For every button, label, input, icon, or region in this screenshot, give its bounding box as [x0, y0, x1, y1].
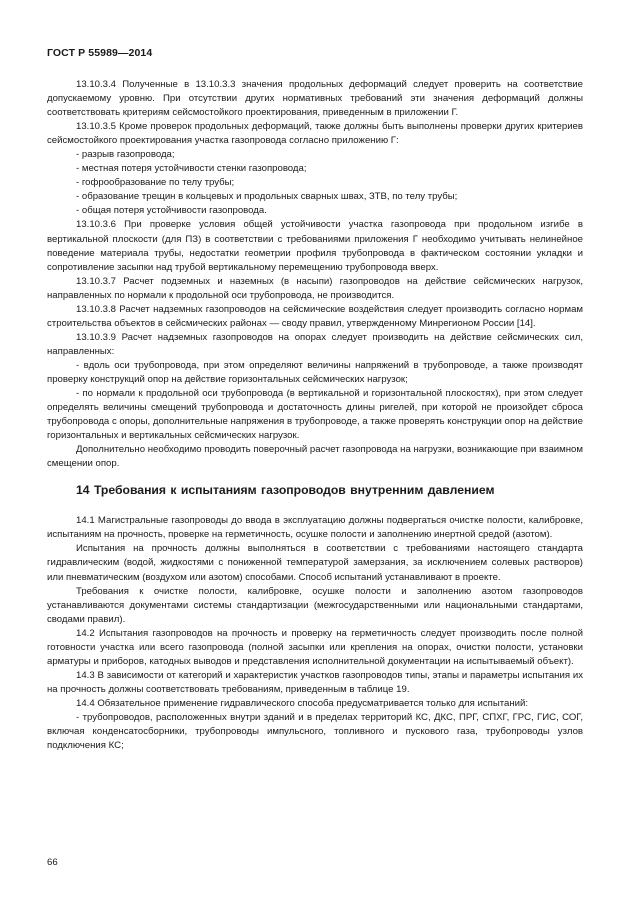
- paragraph: 14.3 В зависимости от категорий и характеристик участков газопроводов типы, этапы и параметры испытания их на прочность должны соответствовать требованиям, приведенным в таблице 19.: [47, 669, 583, 695]
- list-item: - общая потеря устойчивости газопровода.: [76, 205, 267, 217]
- document-code-header: ГОСТ Р 55989—2014: [47, 47, 153, 59]
- list-item: - по нормали к продольной оси трубопровода (в вертикальной и горизонтальной плоскостях), при этом следует определять величины смещений трубопровода и достаточность длины ригелей, при которой не произойдет сброса трубопровода с опоры, дополнительные напряжения в трубопроводе, а также проверять конструкции опор на действие горизонтальных и вертикальных сейсмических нагрузок.: [47, 388, 583, 442]
- paragraph: 13.10.3.9 Расчет надземных газопроводов на опорах следует производить на действие сейсмических сил, направленных:: [47, 331, 583, 357]
- list-item: - вдоль оси трубопровода, при этом определяют величины напряжений в трубопроводе, а также производят проверку конструкций опор на действие горизонтальных сейсмических нагрузок;: [47, 359, 583, 385]
- paragraph: 13.10.3.7 Расчет подземных и наземных (в насыпи) газопроводов на действие сейсмических нагрузок, направленных по нормали к продольной оси трубопровода, не производится.: [47, 275, 583, 301]
- paragraph: Требования к очистке полости, калибровке, осушке полости и заполнению азотом газопроводов устанавливаются документами системы стандартизации (межгосударственными или национальными стандартами, сводами правил).: [47, 585, 583, 625]
- paragraph: 13.10.3.5 Кроме проверок продольных деформаций, также должны быть выполнены проверки других критериев сейсмостойкого проектирования участка газопровода согласно приложению Г:: [47, 121, 583, 147]
- paragraph: Дополнительно необходимо проводить поверочный расчет газопровода на нагрузки, возникающие при взаимном смещении опор.: [47, 444, 583, 470]
- list-item: - образование трещин в кольцевых и продольных сварных швах, ЗТВ, по телу трубы;: [76, 191, 458, 203]
- paragraph: 13.10.3.4 Полученные в 13.10.3.3 значения продольных деформаций следует проверить на соответствие допускаемому уровню. При отсутствии других нормативных требований эти значения деформаций должны соответствовать критериям сейсмостойкого проектирования, приведенным в приложении Г.: [47, 79, 583, 119]
- list-item: - трубопроводов, расположенных внутри зданий и в пределах территорий КС, ДКС, ПРГ, СПХГ, ГРС, ГИС, СОГ, включая конденсатосборники, трубопроводы импульсного, топливного и пускового газа, трубопроводы узлов подключения КС;: [47, 711, 583, 752]
- paragraph: 14.4 Обязательное применение гидравлического способа предусматривается только для испытаний:: [76, 697, 529, 709]
- page-number: 66: [47, 857, 58, 868]
- paragraph: 13.10.3.6 При проверке условия общей устойчивости участка газопровода при продольном изгибе в вертикальной плоскости (для ПЗ) в соответствии с требованиями приложения Г необходимо учитывать нелинейное поведение материала трубы, недостатки геометрии профиля трубопровода в фактическом состоянии укладки и сопротивление засыпки над трубой вертикальному перемещению трубопровода вверх.: [47, 219, 583, 273]
- list-item: - гофрообразование по телу трубы;: [76, 177, 235, 189]
- document-body: [47, 78, 583, 753]
- paragraph: 13.10.3.8 Расчет надземных газопроводов на сейсмические воздействия следует производить согласно нормам строительства объектов в сейсмических районах — своду правил, утвержденному Минрегионом России [14].: [47, 303, 583, 329]
- list-item: - местная потеря устойчивости стенки газопровода;: [76, 163, 307, 175]
- section-heading: 14 Требования к испытаниям газопроводов внутренним давлением: [76, 483, 495, 498]
- paragraph: 14.1 Магистральные газопроводы до ввода в эксплуатацию должны подвергаться очистке полости, калибровке, испытаниям на прочность, проверке на герметичность, осушке полости и заполнению инертной средой (азотом).: [47, 515, 583, 541]
- paragraph: 14.2 Испытания газопроводов на прочность и проверку на герметичность следует производить после полной готовности участка или всего газопровода (полной засыпки или крепления на опорах, очистки полости, установки арматуры и приборов, катодных выводов и представления исполнительной документации на испытываемый объект).: [47, 627, 583, 667]
- paragraph: Испытания на прочность должны выполняться в соответствии с требованиями настоящего стандарта гидравлическим (водой, жидкостями с пониженной температурой замерзания, за исключением солевых растворов) или пневматическим (воздухом или азотом) способами. Способ испытаний устанавливают в проекте.: [47, 543, 583, 583]
- list-item: - разрыв газопровода;: [76, 149, 175, 161]
